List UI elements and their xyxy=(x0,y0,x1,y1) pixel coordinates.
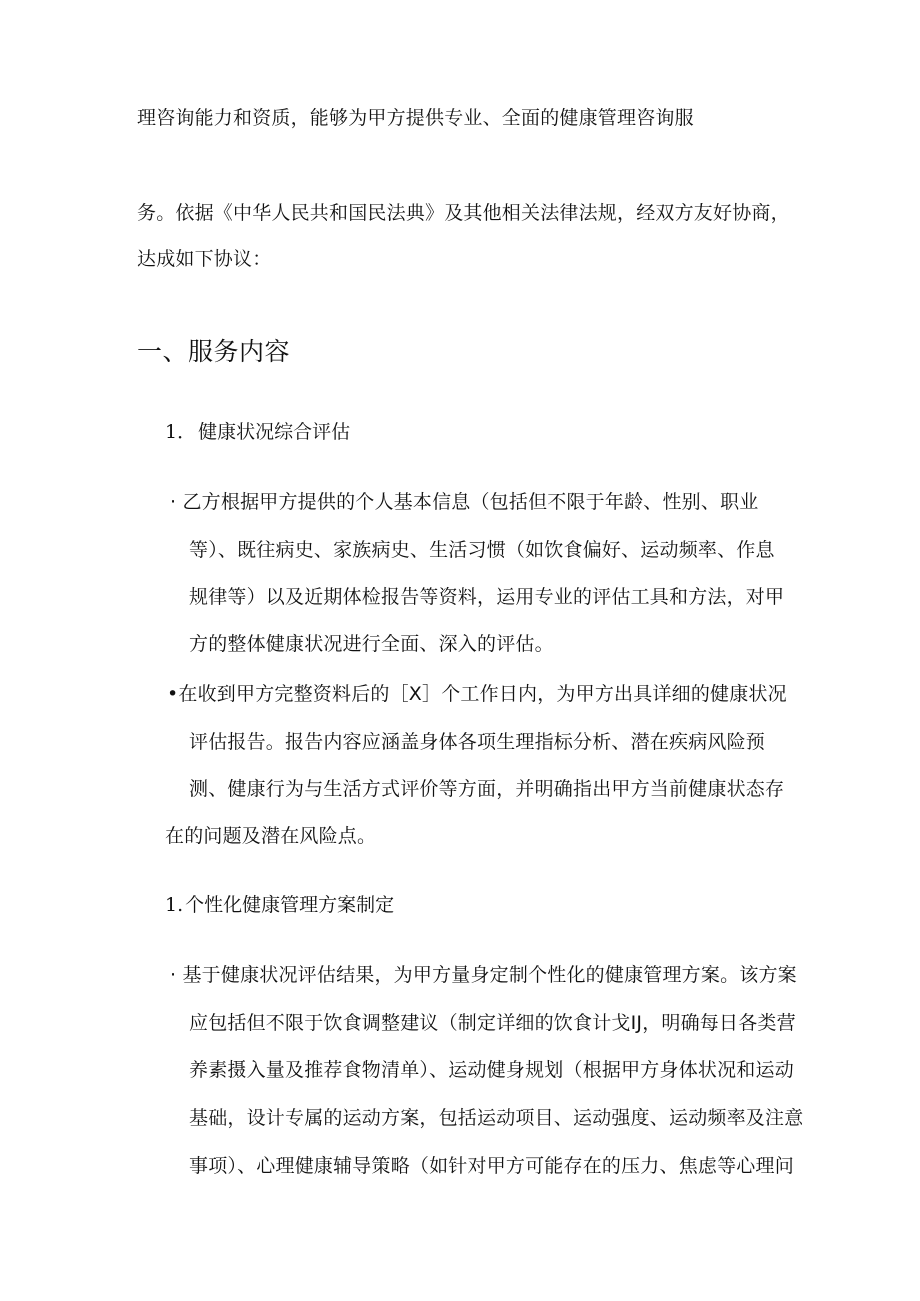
item-2-title: 个性化健康管理方案制定 xyxy=(185,894,395,916)
item-1-title: 健康状况综合评估 xyxy=(198,421,351,443)
item-1-bullet-1-line-4: 方的整体健康状况进行全面、深入的评估。 xyxy=(189,633,554,655)
item-2-bullet-1-line-3: 养素摄入量及推荐食物清单）、运动健身规划（根据甲方身体状况和运动 xyxy=(189,1059,794,1081)
item-2-bullet-1-line-2: 应包括但不限于饮食调整建议（制定详细的饮食计戈IJ，明确每日各类营 xyxy=(189,1012,796,1034)
item-1-heading xyxy=(165,420,350,444)
item-1-bullet-2-line-3: 测、健康行为与生活方式评价等方面，并明确指出甲方当前健康状态存 xyxy=(189,778,785,800)
item-1-bullet-1-line-3: 规律等）以及近期体检报告等资料，运用专业的评估工具和方法，对甲 xyxy=(189,586,785,608)
item-2-bullet-1-line-5: 事项）、心理健康辅导策略（如针对甲方可能存在的压力、焦虑等心理问 xyxy=(189,1155,794,1177)
item-2-heading xyxy=(165,893,394,917)
intro-line-1: 理咨询能力和资质，能够为甲方提供专业、全面的健康管理咨询服 xyxy=(137,107,694,129)
item-2-bullet-1-line-4: 基础，设计专属的运动方案，包括运动项目、运动强度、运动频率及注意 xyxy=(189,1107,804,1129)
intro-line-2: 务。依据《中华人民共和国民法典》及其他相关法律法规，经双方友好协商， xyxy=(137,202,790,224)
item-2-bullet-1-line-1: · 基于健康状况评估结果，为甲方量身定制个性化的健康管理方案。该方案 xyxy=(170,964,797,986)
item-1-bullet-1-line-2: 等）、既往病史、家族病史、生活习惯（如饮食偏好、运动频率、作息 xyxy=(189,539,775,561)
item-1-bullet-2-line-2: 评估报告。报告内容应涵盖身体各项生理指标分析、潜在疾病风险预 xyxy=(189,731,766,753)
item-1-bullet-2-line-4: 在的问题及潜在风险点。 xyxy=(165,825,377,847)
item-2-number: 1. xyxy=(165,894,184,916)
item-1-bullet-1-line-1: · 乙方根据甲方提供的个人基本信息（包括但不限于年龄、性别、职业 xyxy=(170,491,759,513)
intro-line-3: 达成如下协议： xyxy=(137,248,272,270)
item-1-number: 1． xyxy=(165,421,197,443)
section-heading: 一、服务内容 xyxy=(137,337,291,366)
item-1-bullet-2-line-1: •在收到甲方完整资料后的［X］个工作日内，为甲方出具详细的健康状况 xyxy=(167,683,787,705)
